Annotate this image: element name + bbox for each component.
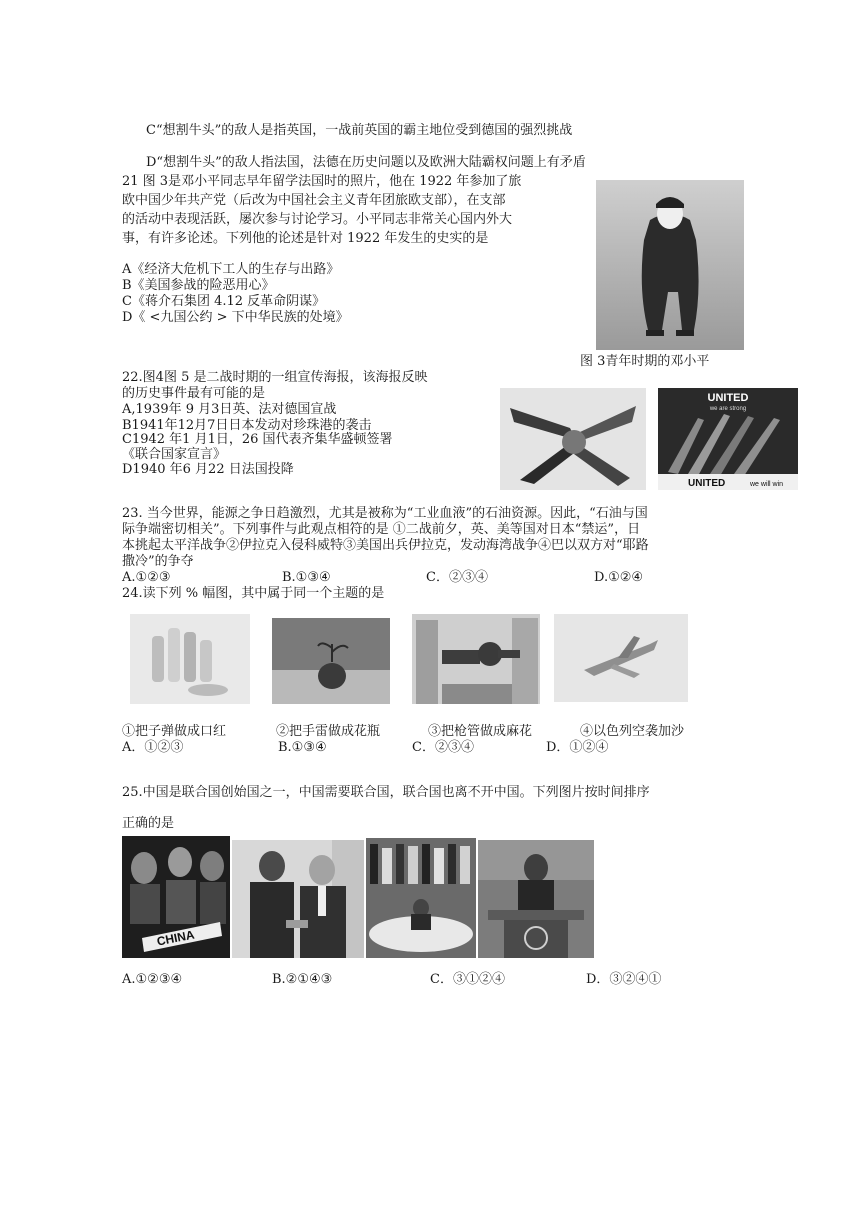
q21-stem-line: 欧中国少年共产党（后改为中国社会主义青年团旅欧支部），在支部 xyxy=(122,193,506,208)
q23-option-a: A.①②③ xyxy=(122,570,171,585)
q24-caption-4: ④以色列空袭加沙 xyxy=(580,724,685,739)
q24-option-c: C．②③④ xyxy=(412,740,474,755)
q20-option-d: D“想割牛头”的敌人指法国，法德在历史问题以及欧洲大陆霸权问题上有矛盾 xyxy=(146,155,586,170)
q25-stem-cont: 正确的是 xyxy=(122,816,175,831)
q25-option-b: B.②①④③ xyxy=(272,972,333,987)
q21-stem-line: 事，有许多论述。下列他的论述是针对 1922 年发生的史实的是 xyxy=(122,231,489,246)
q21-stem-line: 21 图 3是邓小平同志早年留学法国时的照片，他在 1922 年参加了旅 xyxy=(122,174,522,189)
china-nameplate-text: CHINA xyxy=(155,927,196,949)
figure-3-caption: 图 3青年时期的邓小平 xyxy=(580,354,710,369)
q24-stem: 24.读下列 % 幅图，其中属于同一个主题的是 xyxy=(122,586,385,601)
knotted-gun-photo xyxy=(412,614,540,704)
poster-united xyxy=(658,388,798,490)
poster-united-top-text: UNITED xyxy=(707,392,749,404)
q21-stem-line: 的活动中表现活跃，屡次参与讨论学习。小平同志非常关心国内外大 xyxy=(122,212,513,227)
q25-option-d: D．③②④① xyxy=(586,972,662,987)
q23-option-d: D.①②④ xyxy=(594,570,644,585)
q23-option-b: B.①③④ xyxy=(282,570,331,585)
un-seat-photo xyxy=(122,836,230,958)
poster-united-bottom-text: UNITED xyxy=(688,478,726,489)
q22-stem-line: 的历史事件最有可能的是 xyxy=(122,386,266,401)
q21-option-c: C《蒋介石集团 4.12 反革命阴谋》 xyxy=(122,294,326,309)
q23-stem-line: 际争端密切相关”。下列事件与此观点相符的是 ①二战前夕，英、美等国对日本“禁运”，日 xyxy=(122,522,641,537)
q22-option-c-cont: 《联合国家宣言》 xyxy=(122,447,227,462)
q21-option-a: A《经济大危机下工人的生存与出路》 xyxy=(122,262,340,277)
un-podium-photo xyxy=(478,840,594,958)
q22-option-d: D1940 年6 月22 日法国投降 xyxy=(122,462,294,477)
q24-caption-1: ①把子弹做成口红 xyxy=(122,724,227,739)
bullet-lipstick-photo xyxy=(130,614,250,704)
q20-option-c: C“想割牛头”的敌人是指英国，一战前英国的霸主地位受到德国的强烈挑战 xyxy=(146,123,573,138)
poster-united-bottom-sub: we will win xyxy=(750,481,784,488)
q21-option-d: D《 <九国公约 > 下中华民族的处境》 xyxy=(122,310,349,325)
q23-stem-line: 撒冷”的争夺 xyxy=(122,554,194,569)
grenade-vase-photo xyxy=(272,618,390,704)
poster-united-sub-text: we are strong xyxy=(709,406,747,412)
jiang-annan-photo xyxy=(232,840,364,958)
q23-stem-line: 23. 当今世界，能源之争日趋激烈，尤其是被称为“工业血液”的石油资源。因此，“石油与国 xyxy=(122,506,648,521)
q21-option-b: B《美国参战的险恶用心》 xyxy=(122,278,275,293)
airstrike-jet-photo xyxy=(554,614,688,702)
q22-option-b: B1941年12月7日日本发动对珍珠港的袭击 xyxy=(122,418,372,433)
q24-option-a: A．①②③ xyxy=(122,740,184,755)
q24-option-d: D．①②④ xyxy=(546,740,609,755)
q25-option-a: A.①②③④ xyxy=(122,972,183,987)
q25-stem: 25.中国是联合国创始国之一，中国需要联合国，联合国也离不开中国。下列图片按时间排序 xyxy=(122,785,650,800)
q24-caption-3: ③把枪管做成麻花 xyxy=(428,724,533,739)
q22-option-a: A,1939年 9 月3日英、法对德国宣战 xyxy=(122,402,337,417)
poster-hands xyxy=(500,388,646,490)
q22-stem-line: 22.图4图 5 是二战时期的一组宣传海报，该海报反映 xyxy=(122,370,428,385)
q25-option-c: C．③①②④ xyxy=(430,972,505,987)
q23-stem-line: 本挑起太平洋战争②伊拉克入侵科威特③美国出兵伊拉克，发动海湾战争④巴以双方对“耶路 xyxy=(122,538,649,553)
q24-option-b: B.①③④ xyxy=(278,740,327,755)
q23-option-c: C．②③④ xyxy=(426,570,488,585)
un-charter-signing-photo xyxy=(366,838,476,958)
q22-option-c: C1942 年1 月1日，26 国代表齐集华盛顿签署 xyxy=(122,432,393,447)
q24-caption-2: ②把手雷做成花瓶 xyxy=(276,724,381,739)
deng-xiaoping-photo xyxy=(596,180,744,350)
